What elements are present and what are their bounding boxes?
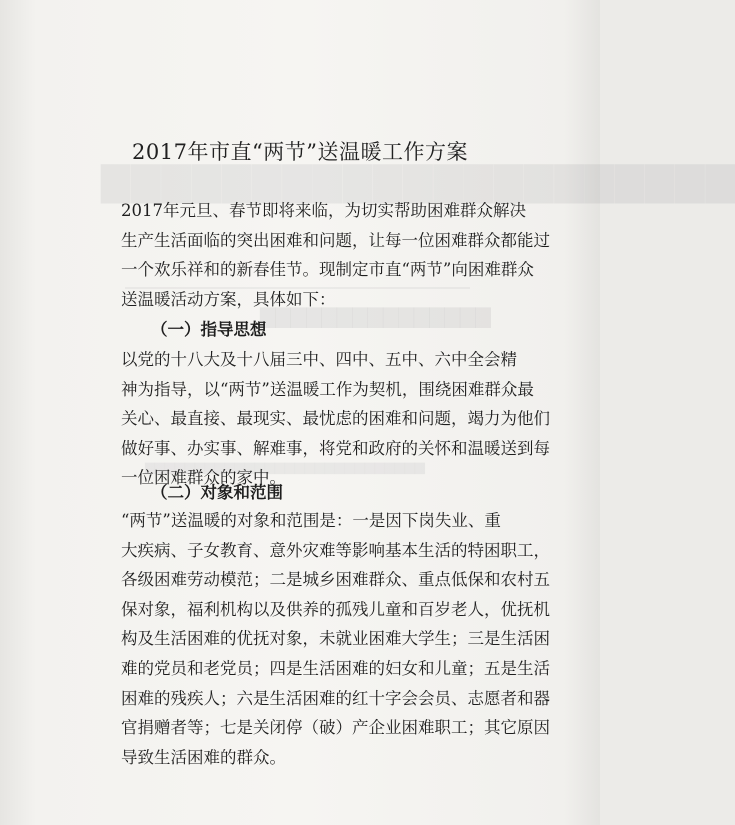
show-through-subtitle-decoration: ▇▇▇▇▇▇▇▇▇▇▇▇▇▇▇ (260, 304, 491, 328)
paragraph-line: 官捐赠者等；七是关闭停（破）产企业困难职工；其它原因 (121, 718, 550, 738)
document-title: 2017年市直“两节”送温暖工作方案 (132, 140, 468, 164)
paragraph-line: 各级困难劳动模范；二是城乡困难群众、重点低保和农村五 (121, 570, 550, 590)
paragraph-line: 困难的残疾人；六是生活困难的红十字会会员、志愿者和器 (121, 688, 550, 708)
paragraph-line: 一位困难群众的家中。 (121, 468, 286, 488)
paragraph-line: 大疾病、子女教育、意外灾难等影响基本生活的特困职工， (121, 540, 550, 560)
paragraph-line: 导致生活困难的群众。 (121, 747, 286, 767)
paragraph-line: 构及生活困难的优抚对象，未就业困难大学生；三是生活困 (121, 629, 550, 649)
paragraph-line: 以党的十八大及十八届三中、四中、五中、六中全会精 (121, 350, 517, 369)
paragraph-line: 生产生活面临的突出困难和问题，让每一位困难群众都能过 (121, 230, 550, 250)
paragraph-line: 保对象，福利机构以及供养的孤残儿童和百岁老人，优抚机 (121, 599, 550, 619)
intro-paragraph (121, 196, 550, 314)
section-heading-targets-and-scope: （二）对象和范围 (151, 483, 283, 502)
targets-and-scope-paragraph (121, 506, 550, 772)
guiding-ideology-paragraph (121, 345, 550, 493)
paragraph-line: 难的党员和老党员；四是生活困难的妇女和儿童；五是生活 (121, 658, 550, 678)
paragraph-line: 关心、最直接、最现实、最忧虑的困难和问题，竭力为他们 (121, 409, 550, 429)
paragraph-line: 做好事、办实事、解难事，将党和政府的关怀和温暖送到每 (121, 438, 550, 458)
paragraph-line: “两节”送温暖的对象和范围是：一是因下岗失业、重 (121, 511, 501, 530)
show-through-header-decoration: ▇▇▇▇▇▇▇▇▇▇▇▇▇▇▇▇▇▇▇▇▇ (100, 158, 735, 203)
paragraph-line: 2017年元旦、春节即将来临，为切实帮助困难群众解决 (121, 201, 526, 220)
show-through-text-decoration: ▆▆▆▆▆▆▆▆▆▆▆▆▆▆▆▆▆▆▆▆▆▆▆▆▆▆▆▆ (145, 460, 425, 475)
paragraph-line: 送温暖活动方案，具体如下： (121, 289, 336, 309)
section-heading-guiding-ideology: （一）指导思想 (151, 320, 267, 339)
paragraph-line: 一个欢乐祥和的新春佳节。现制定市直“两节”向困难群众 (121, 260, 534, 280)
paragraph-line: 神为指导，以“两节”送温暖工作为契机，围绕困难群众最 (121, 379, 534, 399)
